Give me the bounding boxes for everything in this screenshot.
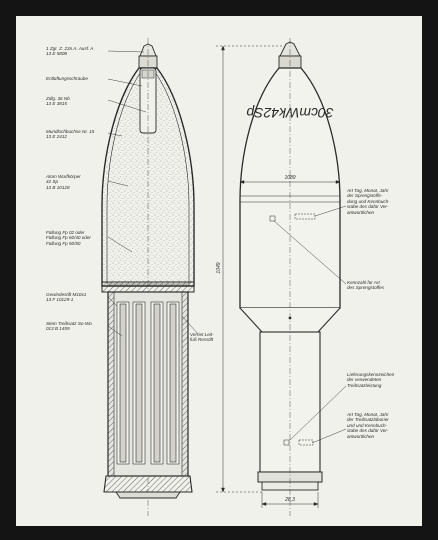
callout-center-line2: fuß Resstift bbox=[190, 337, 214, 343]
callout-booster-line1: Zdlg. 36 Nb bbox=[46, 96, 70, 101]
callout-center-line1: Verriet Leit- bbox=[190, 332, 214, 337]
callout-bottom-mark bbox=[347, 412, 389, 439]
callout-mouth-ring-line1: Mundlochbuchse Nr. 15 bbox=[46, 129, 95, 134]
callout-center bbox=[190, 332, 214, 343]
base-left-wall bbox=[108, 292, 114, 476]
nose-inscription: 30cmWk42Sp bbox=[246, 105, 334, 121]
callout-fuze-line1: 1 Zgr. Z. 23n.A. Ausf. A bbox=[46, 46, 94, 51]
callout-top-mark-line5: antwortlichen bbox=[347, 209, 375, 215]
callout-booster bbox=[46, 96, 70, 107]
callout-maker-mark-line3: Treibsatzleistung bbox=[347, 382, 382, 388]
callout-booster-line2: 13 E 3815 bbox=[46, 101, 67, 107]
section-view bbox=[102, 38, 198, 516]
callout-explosive-line3: 13 B 10128 bbox=[46, 184, 70, 190]
callout-explosive bbox=[46, 174, 81, 190]
callout-bottom-mark-line3: und und Kennbuch- bbox=[347, 422, 388, 428]
callout-bottom-mark-line4: stabe des dafür Ver- bbox=[347, 428, 389, 434]
callout-filling-line2: Füllung Fp 60/40 oder bbox=[46, 235, 91, 241]
callout-code-mark-line1: Kennzahl für Art bbox=[347, 280, 380, 285]
callout-mouth-ring-line2: 13 E 2412 bbox=[46, 134, 67, 140]
callout-bottom-mark-line5: antwortlichen bbox=[347, 433, 375, 439]
callout-bottom-mark-line1: Art Tag, Monat, Jahr bbox=[347, 412, 389, 417]
callout-thread-ring-line1: Gewindestift M10x1 bbox=[46, 292, 87, 297]
callout-maker-mark-line2: der verwendeten bbox=[347, 377, 382, 383]
callout-top-mark-line2: der Sprengstoffe- bbox=[347, 193, 383, 199]
callout-mouth-ring bbox=[46, 129, 94, 140]
dim-overall-length: 1049 bbox=[216, 262, 222, 274]
callout-propellant bbox=[46, 321, 92, 332]
callout-vent-screw-line1: Entlüftungsschraube bbox=[46, 76, 88, 81]
callout-top-mark bbox=[347, 188, 390, 215]
callout-filling-line1: Füllung Fp 02 oder bbox=[46, 230, 85, 235]
callout-explosive-line2: 42 Sp bbox=[46, 179, 59, 185]
callout-bottom-mark-line2: der Treibsatzlaborier bbox=[347, 417, 389, 423]
callout-fuze-line2: 13 E 5808 bbox=[46, 51, 67, 57]
base-plate bbox=[104, 476, 192, 492]
callout-top-mark-line4: stabe des dafür Ver- bbox=[347, 204, 389, 210]
dim-body-width: 1089 bbox=[284, 175, 296, 181]
callout-code-mark bbox=[347, 280, 384, 291]
callout-maker-mark-line1: Lieferungskennzeichen bbox=[347, 372, 395, 377]
callout-fuze bbox=[46, 46, 94, 57]
nozzle bbox=[116, 492, 180, 498]
callout-filling-line3: Füllung Fp 50/50 bbox=[46, 240, 81, 246]
callout-propellant-line1: Stem Treibsatz So-Wo bbox=[46, 321, 92, 326]
ext-center-dot bbox=[289, 317, 292, 320]
callout-maker-mark bbox=[347, 372, 394, 388]
dim-base-width: 28,3 bbox=[285, 497, 295, 503]
callout-thread-ring-line2: 13 F 10129-1 bbox=[46, 297, 74, 303]
callout-filling bbox=[46, 230, 91, 246]
callout-thread-ring bbox=[46, 292, 86, 303]
technical-drawing bbox=[16, 16, 422, 526]
callout-top-mark-line1: Art Tag, Monat, Jahr bbox=[347, 188, 389, 193]
callout-top-mark-line3: dung und Kennbuch- bbox=[347, 198, 390, 204]
callout-explosive-line1: Atom Wurfkörper bbox=[46, 174, 81, 179]
joint-collar bbox=[102, 282, 194, 292]
drawing-sheet bbox=[16, 16, 422, 526]
callout-propellant-line2: 013 B 1459 bbox=[46, 326, 70, 332]
callout-code-mark-line2: des Sprengstoffes bbox=[347, 285, 385, 291]
callout-vent-screw bbox=[46, 76, 88, 81]
